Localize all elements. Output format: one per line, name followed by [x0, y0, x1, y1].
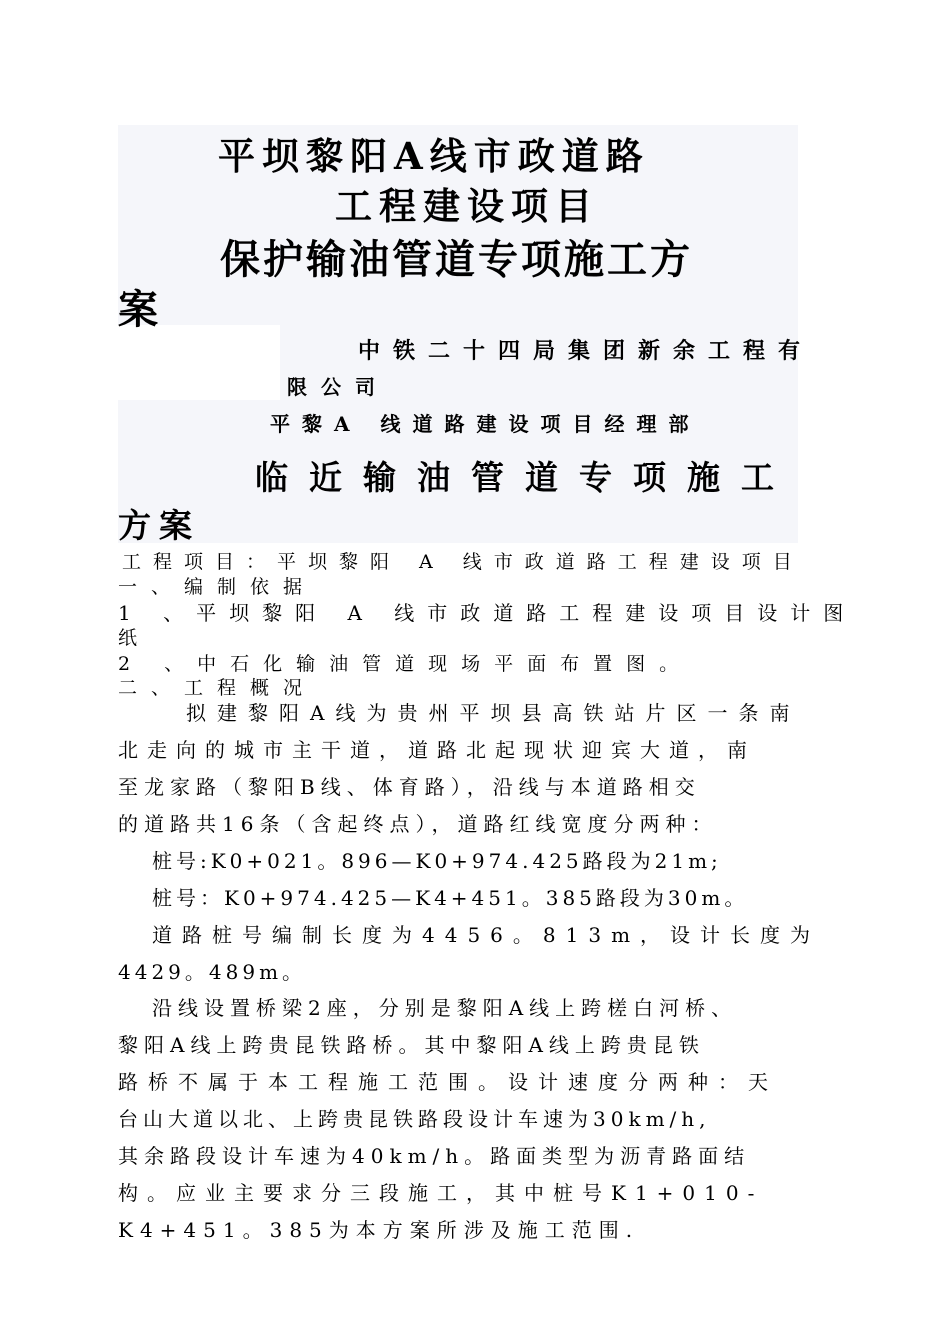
overview-p2-line-7: K4+451。385为本方案所涉及施工范围.: [118, 1218, 640, 1242]
overview-heading: 二、工程概况: [118, 677, 317, 699]
company-line-2: 限公司: [287, 375, 389, 399]
plan-title-line-1: 临近输油管道专项施工: [255, 458, 795, 497]
company-line-1: 中铁二十四局集团新余工程有: [358, 338, 814, 364]
stake-range-1: 桩号:K0+021。896—K0+974.425路段为21m;: [152, 849, 722, 873]
overview-p2-line-2: 黎阳A线上跨贵昆铁路桥。其中黎阳A线上跨贵昆铁: [118, 1033, 705, 1057]
overview-p2-line-3: 路桥不属于本工程施工范围。设计速度分两种：天: [118, 1070, 778, 1094]
basis-item-1-cont: 纸: [118, 627, 149, 649]
department: 平黎A 线道路建设项目经理部: [270, 412, 701, 436]
stake-range-2: 桩号：K0+974.425—K4+451。385路段为30m。: [152, 886, 749, 910]
length-line-2: 4429。489m。: [118, 960, 307, 984]
overview-p2-line-5: 其余路段设计车速为40km/h。路面类型为沥青路面结: [118, 1144, 751, 1168]
title-line-3: 保护输油管道专项施工方: [220, 236, 693, 283]
overview-p2-line-6: 构。应业主要求分三段施工，其中桩号K1+010-: [118, 1181, 764, 1205]
title-line-2: 工程建设项目: [335, 184, 599, 228]
project-line: 工程项目：平坝黎阳 A 线市政道路工程建设项目: [122, 551, 804, 573]
title-line-4: 案: [118, 286, 165, 333]
plan-title-line-2: 方案: [118, 506, 200, 545]
basis-item-2: 2 、中石化输油管道现场平面布置图。: [118, 653, 693, 675]
basis-item-1: 1 、平坝黎阳 A 线市政道路工程建设项目设计图: [118, 601, 857, 625]
overview-p2-line-4: 台山大道以北、上跨贵昆铁路段设计车速为30km/h,: [118, 1107, 711, 1131]
overview-p1-line-3: 至龙家路（黎阳B线、体育路），沿线与本道路相交: [118, 775, 701, 799]
overview-p1-line-2: 北走向的城市主干道，道路北起现状迎宾大道，南: [118, 738, 756, 762]
overview-p2-line-1: 沿线设置桥梁2座，分别是黎阳A线上跨槎白河桥、: [152, 996, 738, 1020]
overview-p1-line-4: 的道路共16条（含起终点），道路红线宽度分两种：: [118, 812, 718, 836]
length-line-1: 道路桩号编制长度为4456。813m，设计长度为: [152, 923, 821, 947]
title-line-1: 平坝黎阳A线市政道路: [218, 134, 650, 178]
overview-p1-line-1: 拟建黎阳A线为贵州平坝县高铁站片区一条南: [186, 701, 801, 725]
basis-heading: 一、编制依据: [118, 576, 317, 598]
